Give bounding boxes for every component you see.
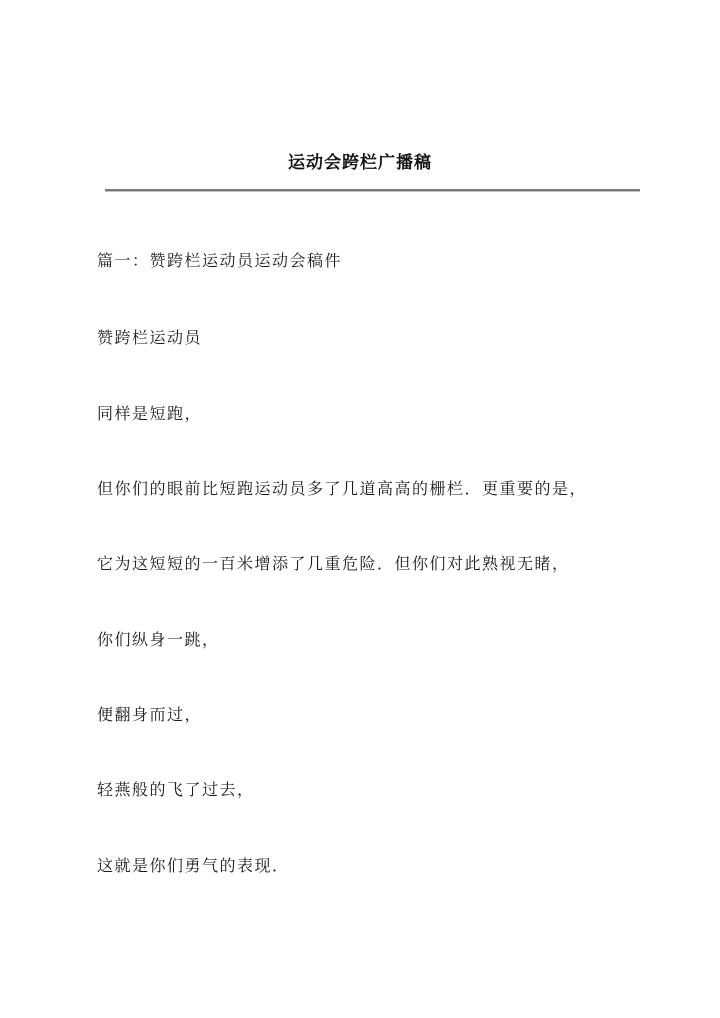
title-divider bbox=[105, 189, 640, 192]
paragraph-3: 同样是短跑， bbox=[97, 404, 203, 423]
paragraph-9: 这就是你们勇气的表现． bbox=[97, 856, 290, 875]
paragraph-5: 它为这短短的一百米增添了几重危险．但你们对此熟视无睹， bbox=[97, 554, 570, 573]
paragraph-2: 赞跨栏运动员 bbox=[97, 328, 203, 347]
document-title: 运动会跨栏广播稿 bbox=[288, 153, 432, 173]
paragraph-4: 但你们的眼前比短跑运动员多了几道高高的栅栏．更重要的是， bbox=[97, 479, 588, 498]
paragraph-7: 便翻身而过， bbox=[97, 705, 203, 724]
paragraph-1: 篇一：赞跨栏运动员运动会稿件 bbox=[97, 251, 343, 270]
paragraph-6: 你们纵身一跳， bbox=[97, 630, 220, 649]
paragraph-8: 轻燕般的飞了过去， bbox=[97, 780, 255, 799]
